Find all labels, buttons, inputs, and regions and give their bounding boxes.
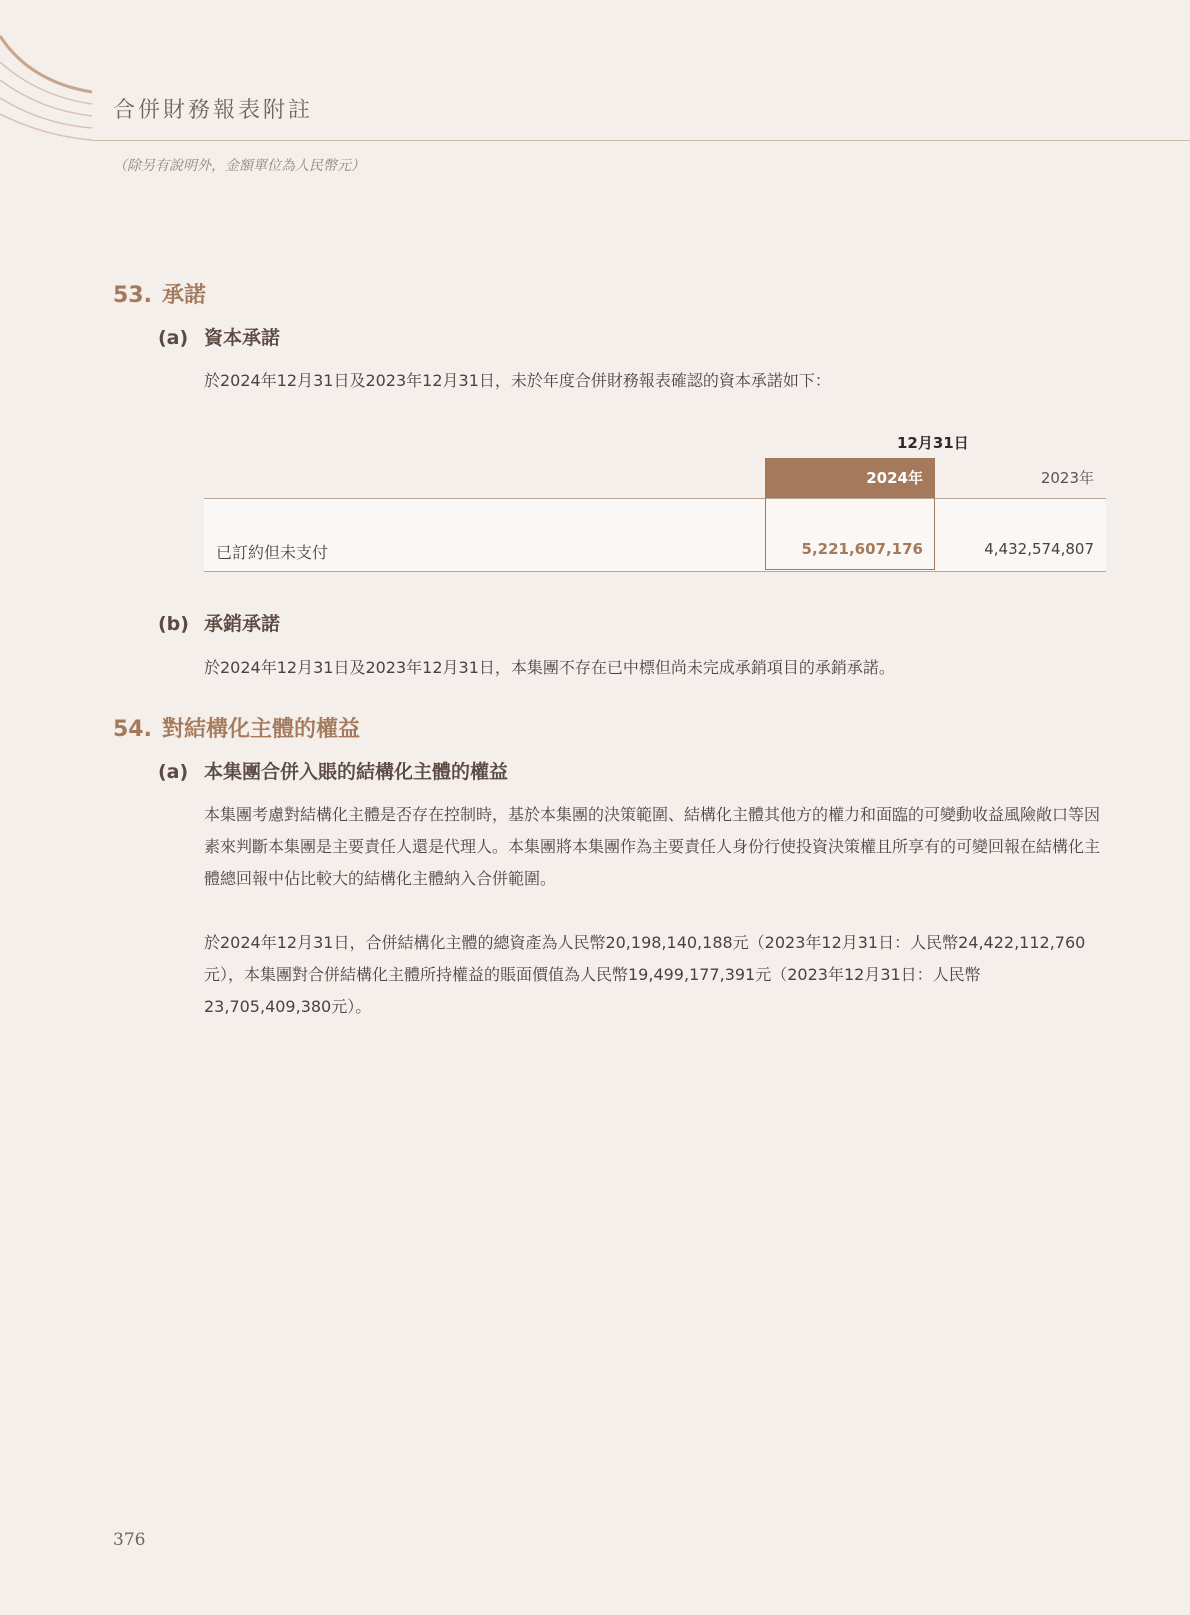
table-row [204, 498, 1106, 572]
subsection-53b-heading [158, 609, 280, 636]
value-2023: 4,432,574,807 [984, 540, 1094, 558]
section-title: 承諾 [161, 283, 206, 308]
page-header-title: 合併財務報表附註 [113, 98, 314, 123]
section-53-heading [113, 278, 206, 309]
column-header-2023: 2023年 [1040, 469, 1094, 487]
subsection-label: (a) [158, 761, 189, 783]
section-title: 對結構化主體的權益 [161, 717, 360, 742]
subsection-title: 承銷承諾 [204, 613, 281, 635]
currency-note: （除另有說明外，金額單位為人民幣元） [113, 158, 365, 174]
page-number: 376 [113, 1530, 146, 1550]
section-54-heading [113, 712, 360, 743]
capital-commitments-intro: 於2024年12月31日及2023年12月31日，未於年度合併財務報表確認的資本承諾如下： [204, 371, 831, 390]
section-number: 54. [113, 717, 152, 742]
value-2024: 5,221,607,176 [801, 540, 923, 558]
row-label: 已訂約但未支付 [216, 543, 329, 562]
structured-entities-paragraph-2: 於2024年12月31日，合併結構化主體的總資產為人民幣20,198,140,188元（2023年12月31日：人民幣24,422,112,760元），本集團對合併結構化主體所持權益的賬面價值為人民幣19,499,177,391元（2023年12月31日：人民幣23,705,409,380元）。 [204, 933, 1086, 1016]
underwriting-commitments-text: 於2024年12月31日及2023年12月31日，本集團不存在已中標但尚未完成承銷項目的承銷承諾。 [204, 658, 895, 677]
table-date-header: 12月31日 [897, 434, 969, 452]
header-divider [92, 140, 1190, 141]
subsection-label: (a) [158, 327, 189, 349]
structured-entities-paragraph-1: 本集團考慮對結構化主體是否存在控制時，基於本集團的決策範圍、結構化主體其他方的權力和面臨的可變動收益風險敞口等因素來判斷本集團是主要責任人還是代理人。本集團將本集團作為主要責任人身份行使投資決策權且所享有的可變回報在結構化主體總回報中佔比較大的結構化主體納入合併範圍。 [204, 805, 1101, 888]
subsection-54a-heading [158, 757, 508, 784]
subsection-title: 本集團合併入賬的結構化主體的權益 [204, 761, 509, 783]
section-number: 53. [113, 283, 152, 308]
subsection-label: (b) [158, 613, 189, 635]
column-header-2024: 2024年 [765, 458, 935, 498]
decorative-arcs-icon [0, 0, 100, 150]
highlight-column-2024 [765, 498, 935, 570]
subsection-title: 資本承諾 [204, 327, 281, 349]
subsection-53a-heading [158, 323, 280, 350]
